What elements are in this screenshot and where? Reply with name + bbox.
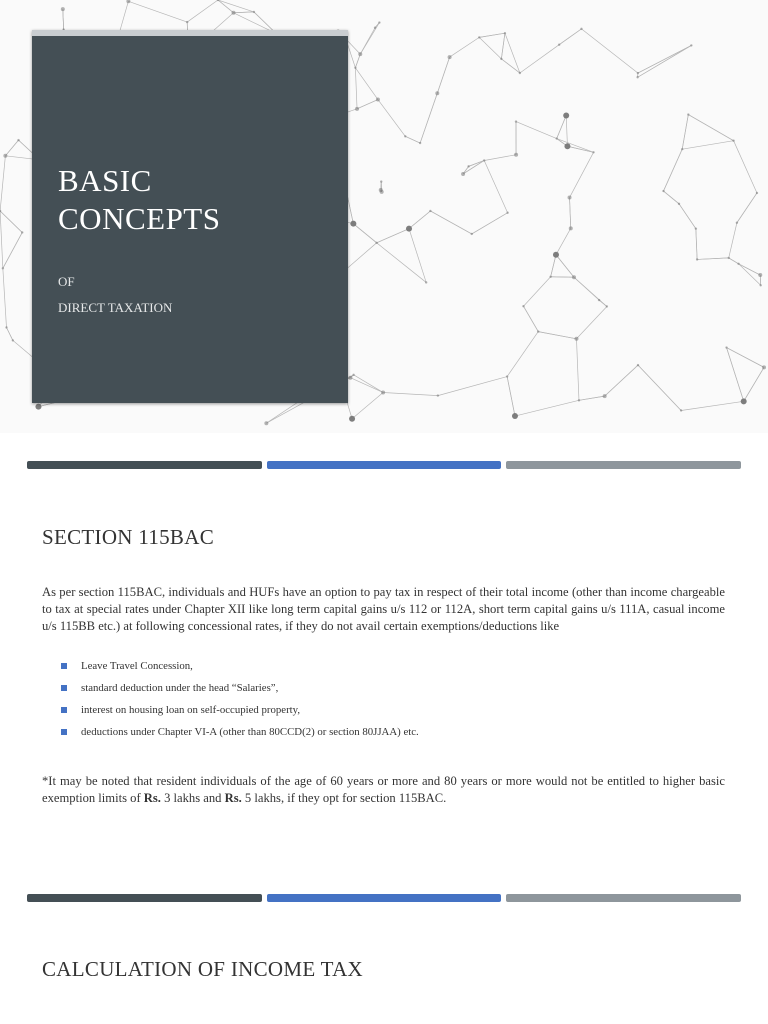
list-item-text: interest on housing loan on self-occupied property, — [81, 704, 301, 716]
accent-bar-dark — [27, 894, 262, 902]
network-dot — [537, 330, 539, 332]
network-line — [355, 68, 378, 100]
network-dot — [506, 212, 508, 214]
network-dot — [549, 276, 551, 278]
network-line — [681, 401, 744, 410]
list-item — [60, 702, 419, 724]
network-dot — [725, 346, 727, 348]
network-line — [507, 377, 515, 417]
network-line — [383, 392, 438, 395]
network-dot — [381, 390, 385, 394]
network-dot — [680, 409, 682, 411]
network-dot — [448, 55, 452, 59]
network-dot — [483, 159, 485, 161]
network-dot — [437, 394, 439, 396]
network-dot — [349, 416, 355, 422]
network-line — [355, 54, 360, 68]
network-dot — [732, 139, 734, 141]
network-line — [350, 378, 383, 393]
network-line — [744, 367, 764, 401]
network-dot — [374, 27, 376, 29]
network-line — [663, 191, 679, 204]
network-dot — [2, 267, 4, 269]
network-dot — [756, 192, 758, 194]
network-line — [663, 149, 682, 191]
network-dot — [435, 91, 439, 95]
network-line — [352, 392, 383, 418]
network-dot — [515, 120, 517, 122]
network-dot — [126, 0, 130, 3]
network-dot — [512, 413, 518, 419]
network-dot — [553, 252, 559, 258]
network-line — [599, 300, 607, 306]
network-line — [354, 375, 383, 393]
network-line — [556, 228, 571, 254]
network-line — [378, 100, 405, 137]
network-line — [187, 0, 218, 22]
network-line — [729, 223, 737, 258]
network-dot — [61, 7, 65, 11]
network-dot — [678, 203, 680, 205]
network-line — [520, 45, 559, 73]
network-dot — [380, 190, 384, 194]
network-dot — [425, 281, 427, 283]
network-line — [682, 115, 688, 150]
network-dot — [736, 222, 738, 224]
network-line — [484, 160, 507, 212]
network-line — [523, 277, 550, 306]
network-dot — [737, 263, 739, 265]
network-line — [3, 268, 7, 327]
bullet-square-icon — [61, 663, 67, 669]
bullet-square-icon — [61, 685, 67, 691]
network-dot — [406, 226, 412, 232]
network-line — [570, 198, 571, 229]
network-dot — [375, 242, 377, 244]
network-dot — [35, 404, 41, 410]
network-line — [5, 140, 18, 156]
note-text: *It may be noted that resident individuals of the age of 60 years or more and 80 years or more would not be entitled to higher basic exemption limits of — [42, 774, 725, 805]
network-dot — [461, 172, 465, 176]
network-dot — [592, 151, 594, 153]
network-dot — [522, 305, 524, 307]
network-dot — [500, 58, 502, 60]
network-line — [409, 211, 430, 229]
title-line-basic: BASIC — [58, 163, 152, 198]
network-line — [697, 258, 729, 260]
network-dot — [471, 233, 473, 235]
network-dot — [429, 210, 431, 212]
section-115bac-heading: SECTION 115BAC — [42, 525, 215, 549]
note-text: 5 lakhs, if they opt for section 115BAC. — [241, 791, 447, 805]
network-dot — [574, 337, 578, 341]
network-line — [734, 141, 757, 193]
exemption-limit-note — [42, 773, 725, 807]
network-line — [523, 306, 538, 331]
title-card — [32, 30, 348, 403]
network-dot — [380, 180, 382, 182]
bullet-square-icon — [61, 707, 67, 713]
network-dot — [404, 135, 406, 137]
network-line — [128, 1, 187, 22]
network-dot — [637, 72, 639, 74]
title-of: OF — [58, 274, 75, 289]
network-line — [501, 33, 505, 59]
exemptions-list — [60, 658, 419, 746]
network-line — [463, 160, 484, 173]
list-item-text: Leave Travel Concession, — [81, 660, 193, 672]
network-line — [430, 211, 471, 234]
network-dot — [568, 196, 572, 200]
network-dot — [478, 36, 480, 38]
network-dot — [21, 231, 23, 233]
network-dot — [662, 190, 664, 192]
network-line — [355, 68, 357, 109]
network-dot — [759, 284, 761, 286]
network-dot — [506, 375, 508, 377]
network-line — [3, 232, 22, 268]
network-line — [479, 33, 505, 37]
network-dot — [378, 21, 380, 23]
network-line — [574, 277, 599, 300]
accent-bar-gray — [506, 461, 741, 469]
network-dot — [186, 21, 188, 23]
network-dot — [376, 98, 380, 102]
network-dot — [514, 153, 518, 157]
network-dot — [580, 28, 582, 30]
network-line — [516, 122, 557, 139]
network-dot — [758, 273, 762, 277]
network-dot — [695, 227, 697, 229]
network-line — [638, 365, 681, 410]
network-line — [579, 396, 605, 400]
network-line — [360, 28, 375, 54]
network-line — [409, 229, 426, 283]
list-item — [60, 724, 419, 746]
network-line — [438, 377, 507, 396]
network-line — [479, 37, 501, 58]
network-line — [739, 264, 761, 285]
network-dot — [762, 365, 766, 369]
network-dot — [348, 376, 352, 380]
network-line — [559, 29, 581, 45]
network-line — [570, 152, 594, 197]
network-line — [557, 115, 566, 138]
network-dot — [564, 143, 570, 149]
accent-bar-gray — [506, 894, 741, 902]
network-dot — [231, 11, 235, 15]
accent-bar-blue — [267, 461, 501, 469]
network-line — [472, 213, 508, 234]
network-dot — [264, 421, 268, 425]
network-line — [566, 115, 567, 146]
network-line — [581, 29, 637, 73]
network-dot — [569, 226, 573, 230]
network-dot — [519, 72, 521, 74]
network-dot — [3, 154, 7, 158]
network-line — [688, 115, 733, 141]
network-line — [696, 229, 697, 260]
network-line — [0, 156, 5, 211]
network-dot — [354, 67, 356, 69]
network-line — [218, 0, 234, 13]
accent-bar-dark — [27, 461, 262, 469]
network-dot — [741, 398, 747, 404]
accent-bar-blue — [267, 894, 501, 902]
network-line — [538, 332, 576, 339]
network-dot — [687, 113, 689, 115]
accent-bars-bottom — [27, 894, 741, 902]
network-dot — [572, 275, 576, 279]
network-line — [557, 139, 594, 153]
network-dot — [696, 258, 698, 260]
note-rs: Rs. — [224, 791, 242, 805]
network-dot — [419, 142, 421, 144]
network-dot — [563, 112, 569, 118]
calculation-heading: CALCULATION OF INCOME TAX — [42, 957, 364, 981]
note-rs: Rs. — [143, 791, 161, 805]
network-dot — [12, 339, 14, 341]
network-line — [729, 258, 739, 264]
network-line — [739, 264, 761, 275]
network-line — [679, 204, 696, 229]
network-line — [63, 9, 64, 30]
section-115bac-paragraph: As per section 115BAC, individuals and HUFs have an option to pay tax in respect of their total income (other than income chargeable to tax at special rates under Chapter XII like long term capital gains u/s 112 or 112A, short term capital gains u/s 111A, casual income u/s 115BB etc.) at following concessional rates, if they do not avail certain exemptions/deductions like — [42, 585, 725, 633]
network-line — [556, 255, 574, 278]
network-dot — [728, 257, 730, 259]
network-dot — [578, 399, 580, 401]
network-line — [638, 45, 692, 77]
network-dot — [636, 76, 638, 78]
network-line — [0, 211, 22, 232]
network-dot — [606, 305, 608, 307]
network-line — [357, 100, 378, 109]
network-dot — [253, 11, 255, 13]
title-card-accent-line — [32, 30, 348, 36]
bullet-square-icon — [61, 729, 67, 735]
network-dot — [603, 394, 607, 398]
network-dot — [558, 44, 560, 46]
network-line — [377, 243, 427, 283]
network-line — [450, 37, 480, 57]
network-dot — [17, 139, 19, 141]
network-line — [484, 155, 516, 161]
network-dot — [681, 148, 683, 150]
network-dot — [467, 165, 469, 167]
title-line-concepts: CONCEPTS — [58, 201, 221, 236]
network-line — [377, 229, 409, 243]
network-line — [0, 211, 3, 268]
network-dot — [355, 107, 359, 111]
network-line — [515, 400, 579, 416]
network-line — [353, 224, 376, 243]
network-line — [551, 255, 556, 277]
network-line — [405, 136, 420, 143]
note-text: 3 lakhs and — [160, 791, 225, 805]
network-dot — [350, 221, 356, 227]
network-line — [576, 306, 606, 338]
network-dot — [637, 364, 639, 366]
network-line — [507, 332, 538, 377]
slide-title — [58, 162, 338, 238]
network-line — [638, 45, 692, 73]
accent-bars-top — [27, 461, 741, 469]
network-line — [6, 327, 12, 340]
network-line — [737, 193, 757, 223]
network-line — [420, 93, 437, 143]
list-item — [60, 658, 419, 680]
list-item — [60, 680, 419, 702]
network-line — [682, 141, 733, 149]
network-dot — [690, 44, 692, 46]
network-dot — [598, 299, 600, 301]
network-dot — [358, 52, 362, 56]
list-item-text: standard deduction under the head “Salaries”, — [81, 682, 279, 694]
slide-subtitle: DIRECT TAXATION — [58, 300, 173, 315]
network-line — [437, 57, 449, 93]
network-line — [233, 12, 253, 13]
network-dot — [5, 326, 7, 328]
title-slide — [0, 0, 768, 433]
network-line — [218, 0, 254, 12]
network-dot — [352, 374, 354, 376]
list-item-text: deductions under Chapter VI-A (other than 80CCD(2) or section 80JJAA) etc. — [81, 726, 419, 738]
network-dot — [504, 32, 506, 34]
network-line — [576, 339, 578, 401]
network-dot — [556, 137, 558, 139]
network-line — [605, 365, 638, 396]
